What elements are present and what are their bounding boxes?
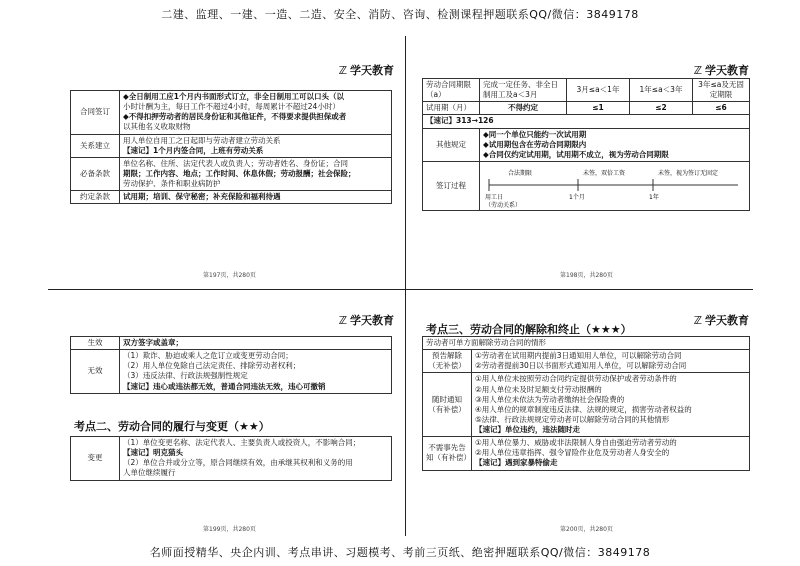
svg-text:合法期限: 合法期限	[508, 169, 533, 177]
svg-text:用工日: 用工日	[485, 193, 504, 201]
logo-icon: ℤ	[693, 63, 702, 77]
page-number: 第199页，共280页	[203, 526, 256, 533]
row-label: 必备条款	[71, 157, 120, 190]
header-banner: 二建、监理、一建、一造、二造、安全、消防、咨询、检测课程押题联系QQ/微信：3849178	[161, 8, 639, 21]
contract-table	[70, 90, 392, 204]
page-number: 第200页，共280页	[560, 526, 613, 533]
validity-table: 生效 双方签字或盖章； 无效 （1）欺诈、胁迫或乘人之危订立或变更劳动合同； （2）用人单位免除自己法定责任、排除劳动者权利； （3）违反法律、行政法规强制性规定 【速记】违心或违法都无效，普通合同违法无效，违心可撤销	[70, 336, 392, 394]
row-label: 关系建立	[71, 134, 120, 157]
logo-icon: ℤ	[338, 63, 347, 77]
divider-horizontal	[48, 289, 753, 290]
change-table: 变更 （1）单位变更名称、法定代表人、主要负责人或投资人，不影响合同； 【速记】明克猫头 （2）单位合并或分立等，原合同继续有效，由承继其权利和义务的用 人单位继续履行	[70, 436, 392, 481]
svg-text:未签，双倍工资: 未签，双倍工资	[583, 169, 626, 177]
divider-vertical	[405, 36, 406, 536]
page-198	[410, 40, 755, 286]
timeline-diagram	[483, 163, 743, 209]
logo-icon: ℤ	[693, 313, 702, 327]
row-content: 用人单位自用工之日起即与劳动者建立劳动关系 【速记】1个月内签合同，上班有劳动关系	[120, 134, 392, 157]
page-number: 第198页，共280页	[560, 272, 613, 279]
timeline-cell	[480, 161, 750, 210]
brand-mark: ℤ 学天教育	[338, 63, 394, 77]
row-content: 单位名称、住所、法定代表人或负责人；劳动者姓名、身份证；合同 期限；工作内容、地点；工作时间、休息休假；劳动报酬；社会保险； 劳动保护、条件和职业病防护	[120, 157, 392, 190]
page-197	[48, 40, 400, 286]
row-label: 合同签订	[71, 91, 120, 135]
logo-icon: ℤ	[338, 313, 347, 327]
row-content: ◆全日制用工应1个月内书面形式订立，非全日制用工可以口头（以 小时计酬为主，每日工作不超过4小时，每周累计不超过24小时） ◆不得扣押劳动者的居民身份证和其他证件，不得要求提供担保或者 以其他名义收取财物	[120, 91, 392, 135]
svg-text:未签，视为签订无固定: 未签，视为签订无固定	[658, 169, 719, 177]
svg-text:1个月: 1个月	[569, 193, 585, 201]
footer-banner: 名师面授精华、央企内训、考点串讲、习题模考、考前三页纸、绝密押题联系QQ/微信：3849178	[149, 546, 651, 559]
page-200	[410, 292, 755, 538]
svg-text:（劳动关系）: （劳动关系）	[485, 201, 522, 209]
row-label: 约定条款	[71, 191, 120, 204]
termination-table: 劳动者可单方面解除劳动合同的情形 预告解除（无补偿） ①劳动者在试用期内提前3日通知用人单位，可以解除劳动合同 ②劳动者提前30日以书面形式通知用人单位，可以解除劳动合同 随时通知（有补偿） ①用人单位未按照劳动合同约定提供劳动保护或者劳动条件的 ②用人单位未及时足额支付劳动报酬的 ③用人单位未依法为劳动者缴纳社会保险费的 ④用人单位的规章制度违反法律、法规的规定，损害劳动者权益的 ⑤法律、行政法规规定劳动者可以解除劳动合同的其他情形 【速记】单位违约，违法随时走 不需事先告知（有补偿） ①用人单位暴力、威胁或非法限制人身自由强迫劳动者劳动的 ②用人单位违章指挥、强令冒险作业危及劳动者人身安全的 【速记】遇到家暴特偷走	[422, 336, 750, 471]
page-199	[48, 292, 400, 538]
brand-mark: ℤ 学天教育	[693, 313, 749, 327]
svg-text:1年: 1年	[649, 193, 659, 201]
brand-mark: ℤ 学天教育	[693, 63, 749, 77]
section-title: 考点三、劳动合同的解除和终止（★★★）	[426, 323, 632, 336]
page-number: 第197页，共280页	[203, 272, 256, 279]
row-content: 试用期；培训、保守秘密；补充保险和福利待遇	[120, 191, 392, 204]
brand-mark: ℤ 学天教育	[338, 313, 394, 327]
section-title: 考点二、劳动合同的履行与变更（★★）	[74, 420, 270, 433]
probation-table: 劳动合同期限（a） 完成一定任务、非全日制用工及a＜3月 3月≤a＜1年 1年≤a＜3年 3年≤a及无固定期限 试用期（月） 不得约定 ≤1 ≤2 ≤6 【速记】313→126 其他规定 ◆同一个单位只能约一次试用期 ◆试用期包含在劳动合同期限内 ◆合同仅约定试用期，试用期不成立，视为劳动合同期限 签订过程 合法期限 未签，双倍工资 未签，视为签订无固定 用工日 1个月 1年 （劳动关系）	[422, 78, 750, 211]
